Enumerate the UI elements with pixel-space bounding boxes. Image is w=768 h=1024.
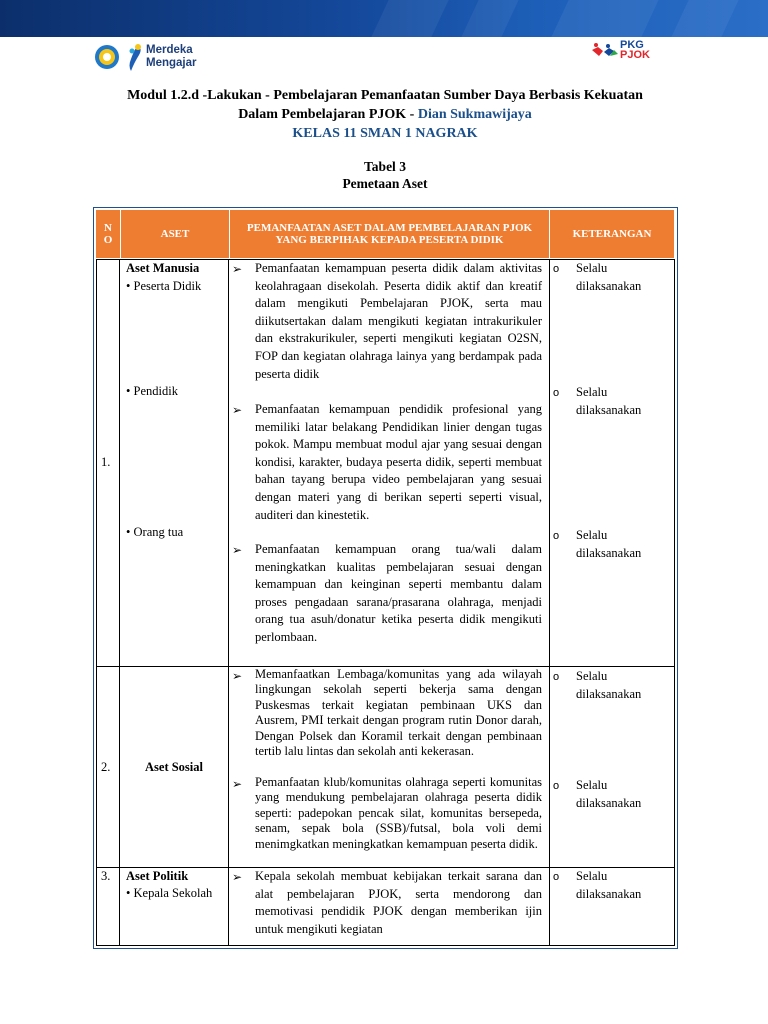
asset-mapping-table [93,207,678,949]
keterangan-text: Selalu dilaksanakan [576,528,642,560]
pemanfaatan-text: Pemanfaatan kemampuan pendidik profesional yang memiliki latar belakang Pendidikan linier dengan tugas pokok. Mampu membuat modul ajar yang sesuai dengan kondisi, karakter, budaya peserta didik, seperti membuat bahan tayang berupa video pembelajaran yang sesuai dengan materi yang di berikan seperti seperti visual, auditeri dan kinestetik. [255,402,542,522]
title-line-2-prefix: Dalam Pembelajaran PJOK - [238,107,415,122]
arrow-bullet-icon: ➢ [232,543,243,557]
keterangan-text: Selalu dilaksanakan [576,778,642,810]
row-number: 1. [101,455,111,469]
table-name: Pemetaan Aset [342,176,428,191]
circle-bullet-icon: o [553,387,560,399]
title-line-1: Modul 1.2.d -Lakukan - Pembelajaran Pemanfaatan Sumber Daya Berbasis Kekuatan [127,88,643,103]
keterangan-text: Selalu dilaksanakan [576,385,642,417]
keterangan-text: Selalu dilaksanakan [576,869,642,901]
arrow-bullet-icon: ➢ [232,403,243,417]
header-no: N O [96,210,120,258]
aset-title: Aset Manusia [126,261,200,275]
dot-icon: • [126,525,131,539]
grid-line [119,259,120,946]
grid-line [96,259,97,946]
pemanfaatan-text: Pemanfaatan klub/komunitas olahraga seperti komunitas yang mendukung pembelajaran olahraga peserta didik seperti: padepokan pencak silat, komunitas bersepeda, senam, sepak bola (SSB)/futsal, bola voli demi menimgkatkan meningkatkan kemampuan peserta didik. [255,775,542,851]
aset-title: Aset Sosial [145,760,203,774]
circle-bullet-icon: o [553,671,560,683]
pemanfaatan-text: Kepala sekolah membuat kebijakan terkait sarana dan alat pembelajaran PJOK, serta mendorong dan memotivasi pendidik PJOK dengan memberikan ijin untuk mengikuti kegiatan [255,869,542,936]
header-keterangan: KETERANGAN [550,210,674,258]
aset-item [126,524,183,542]
table-number: Tabel 3 [364,159,406,174]
header-aset: ASET [121,210,229,258]
aset-item [126,885,212,903]
aset-title: Aset Politik [126,869,189,883]
keterangan-text: Selalu dilaksanakan [576,669,642,701]
pemanfaatan-text: Pemanfaatan kemampuan peserta didik dalam aktivitas keolahragaan disekolah. Peserta didik aktif dan kreatif dalam mengikuti Pembelajaran PJOK, serta mau diikutsertakan dalam mengikuti kegiatan intrakurikuler dan ekstrakurikuler, seperti mengikuti kegiatan O2SN, FOP dan kegiatan olahraga lainya yang berdampak pada peserta didik [255,261,542,381]
class-school: KELAS 11 SMAN 1 NAGRAK [292,126,478,141]
row-number: 2. [101,760,111,774]
grid-line [674,259,675,946]
circle-bullet-icon: o [553,780,560,792]
logo-line-1: Merdeka [146,44,193,56]
aset-item-label: Pendidik [133,384,178,398]
pkg-label: PKG [620,39,644,51]
header-pemanfaatan: PEMANFAATAN ASET DALAM PEMBELAJARAN PJOK YANG BERPIHAK KEPADA PESERTA DIDIK [230,210,549,258]
aset-item [126,278,201,296]
pjok-label: PJOK [620,49,650,61]
aset-item-label: Kepala Sekolah [133,886,213,900]
arrow-bullet-icon: ➢ [232,669,243,683]
pemanfaatan-text: Pemanfaatan kemampuan orang tua/wali dalam meningkatkan kualitas pembelajaran sesuai dengan kemampuan dan keinginan seperti membantu dalam proses pengadaan sarana/prasarana olahraga, menjadi orang tua asuh/donatur ketika peserta didik mengikuti perlombaan. [255,542,542,644]
merdeka-mengajar-logo [146,44,197,70]
dot-icon: • [126,279,131,293]
row-number: 3. [101,869,111,883]
pemanfaatan-text: Memanfaatkan Lembaga/komunitas yang ada wilayah lingkungan sekolah seperti bekerja sama dengan Puskesmas terkait kegiatan pembinaan UKS dan Ausrem, PMI terkait dengan program rutin Donor darah, Dengan Polsek dan Koramil terkait dengan pembinaan tertib lalu lintas dan sekolah anti kekerasan. [255,667,542,759]
circle-bullet-icon: o [553,530,560,542]
dot-icon: • [126,384,131,398]
aset-item-label: Peserta Didik [133,279,202,293]
title-line-2 [60,105,710,124]
dot-icon: • [126,886,131,900]
aset-item-label: Orang tua [133,525,184,539]
pkg-pjok-logo [620,40,650,60]
arrow-bullet-icon: ➢ [232,262,243,276]
grid-line [228,259,229,946]
keterangan-text: Selalu dilaksanakan [576,261,642,293]
aset-item [126,383,178,401]
circle-bullet-icon: o [553,263,560,275]
circle-bullet-icon: o [553,871,560,883]
table-caption [60,158,710,192]
top-banner [0,0,768,37]
grid-line [549,259,550,946]
arrow-bullet-icon: ➢ [232,870,243,884]
document-title [60,86,710,143]
arrow-bullet-icon: ➢ [232,777,243,791]
logo-line-2: Mengajar [146,57,197,69]
author-name: Dian Sukmawijaya [417,107,532,122]
grid-line [96,945,674,946]
